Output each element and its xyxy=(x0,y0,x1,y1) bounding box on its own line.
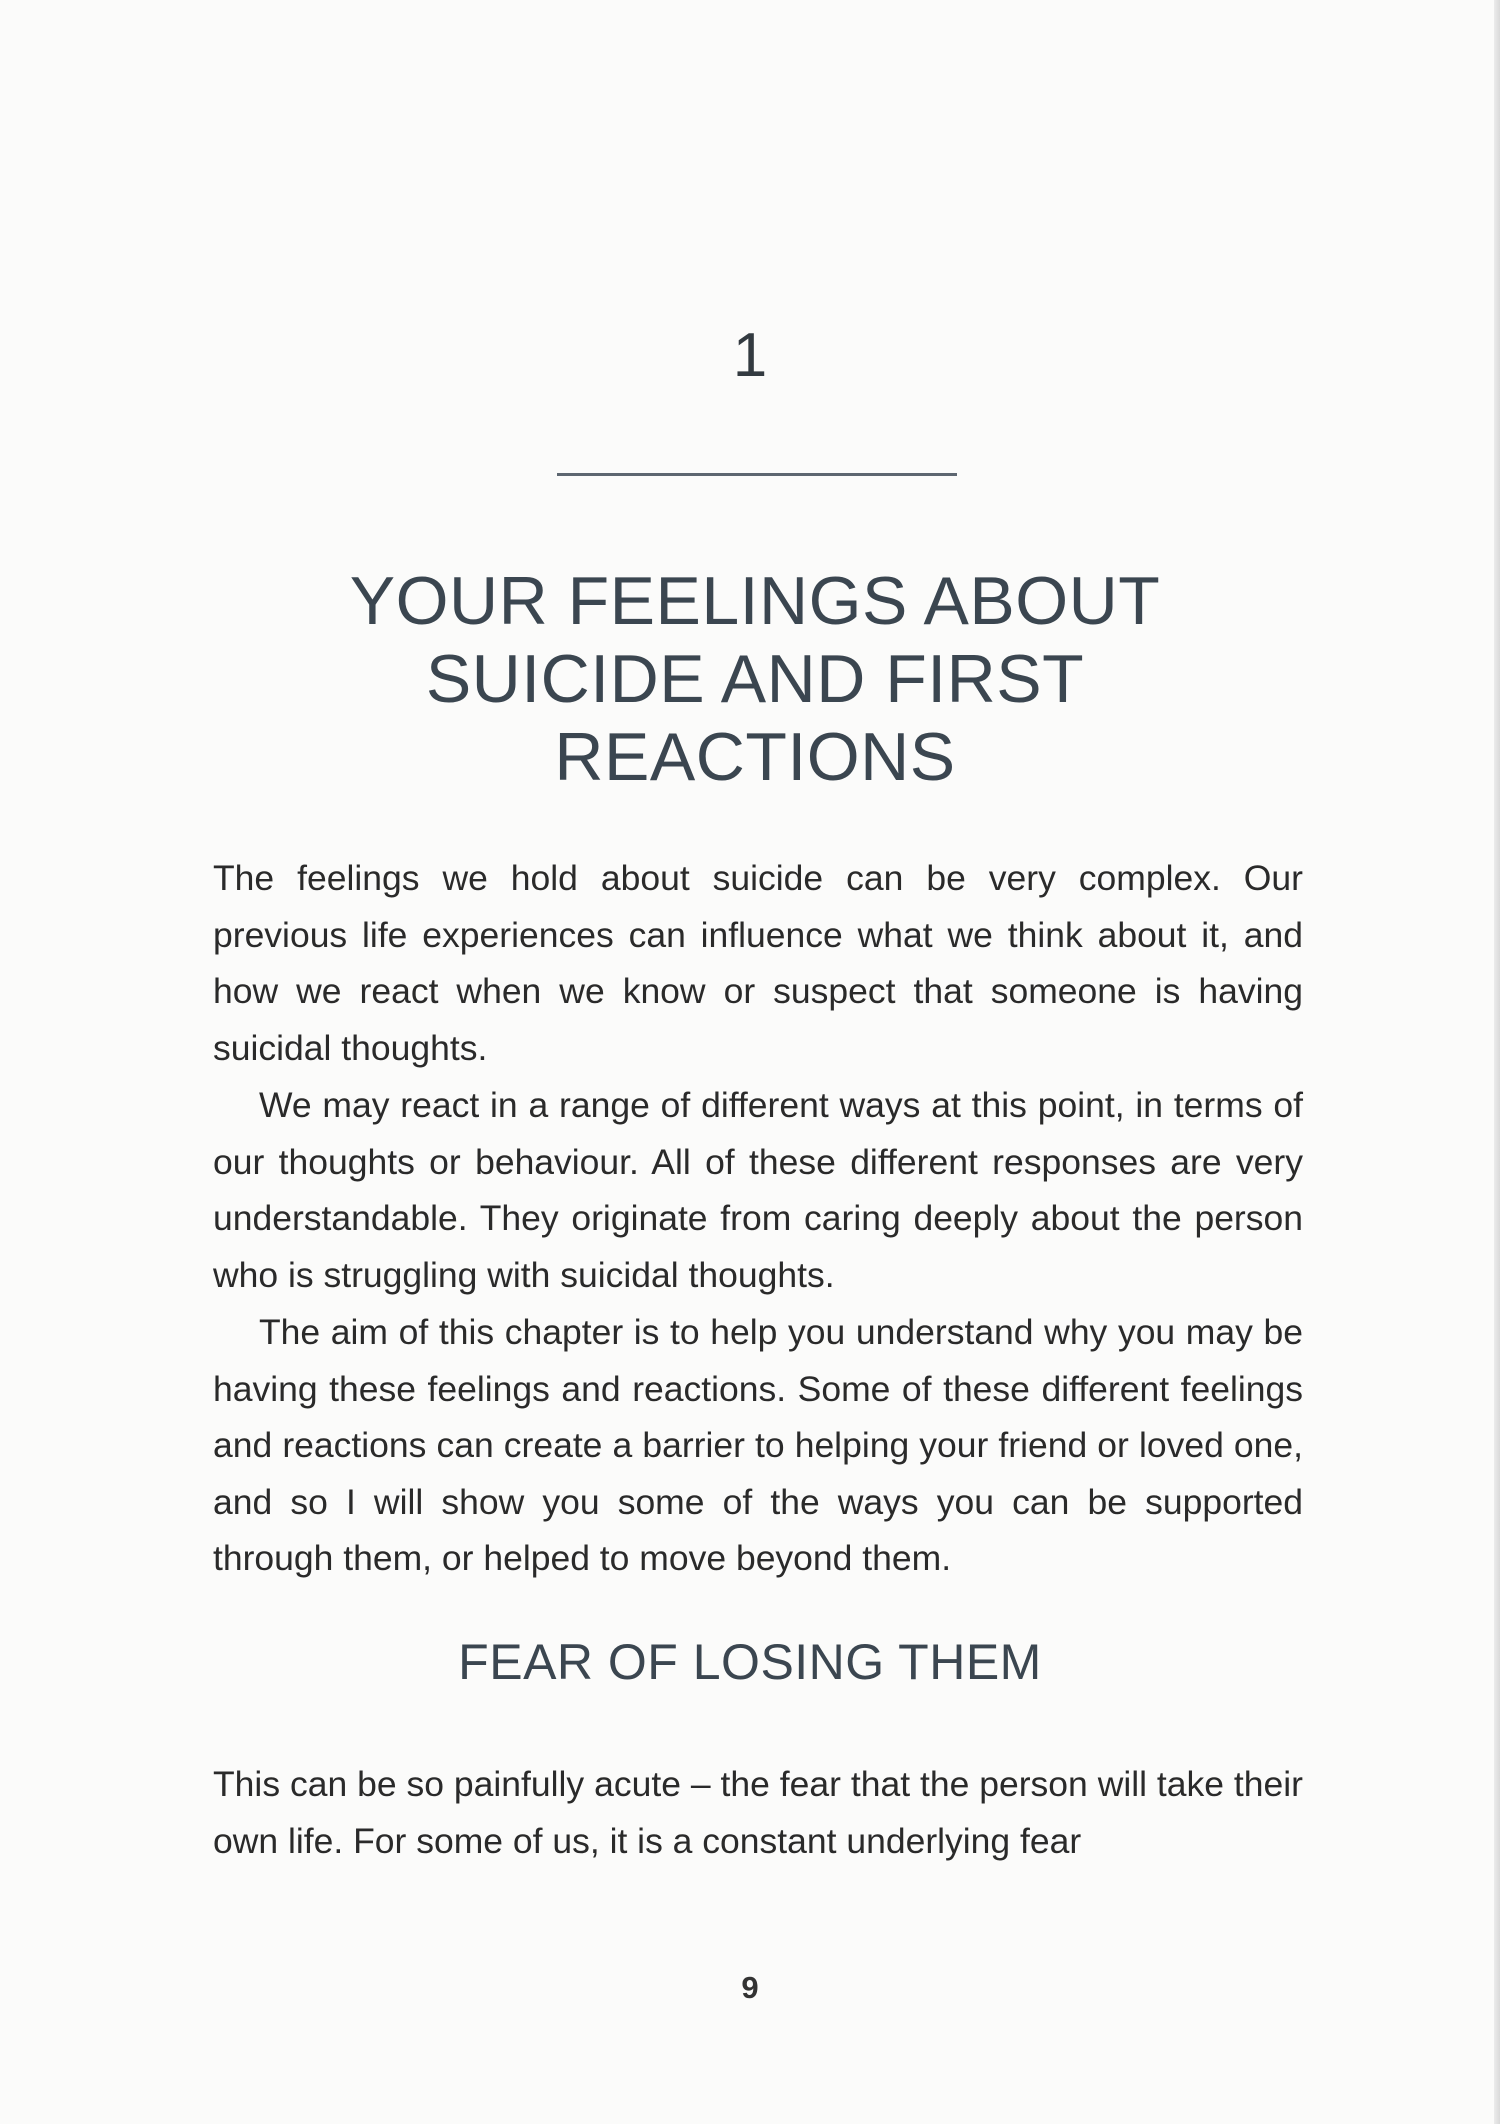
chapter-title: YOUR FEELINGS ABOUT SUICIDE AND FIRST REACTIONS xyxy=(349,563,1161,795)
body-paragraph: The aim of this chapter is to help you understand why you may be having these feelings and reactions. Some of these different feelings and reactions can create a barrier to helping your friend or loved one, and so I will show you some of the ways you can be supported through them, or helped to move beyond them. xyxy=(213,1312,1303,1578)
section-heading: FEAR OF LOSING THEM xyxy=(458,1634,1042,1690)
section-paragraph: This can be so painfully acute – the fear that the person will take their own life. For some of us, it is a constant underlying fear xyxy=(213,1764,1303,1861)
body-paragraph: We may react in a range of different ways at this point, in terms of our thoughts or behaviour. All of these different responses are very understandable. They originate from caring deeply about the person who is struggling with suicidal thoughts. xyxy=(213,1085,1303,1295)
chapter-number: 1 xyxy=(732,321,768,390)
page-edge xyxy=(1494,0,1500,2124)
page-number: 9 xyxy=(741,1970,759,2005)
body-paragraph: The feelings we hold about suicide can be very complex. Our previous life experiences can influence what we think about it, and how we react when we know or suspect that someone is having suicidal thoughts. xyxy=(213,858,1303,1068)
chapter-divider xyxy=(557,473,957,476)
